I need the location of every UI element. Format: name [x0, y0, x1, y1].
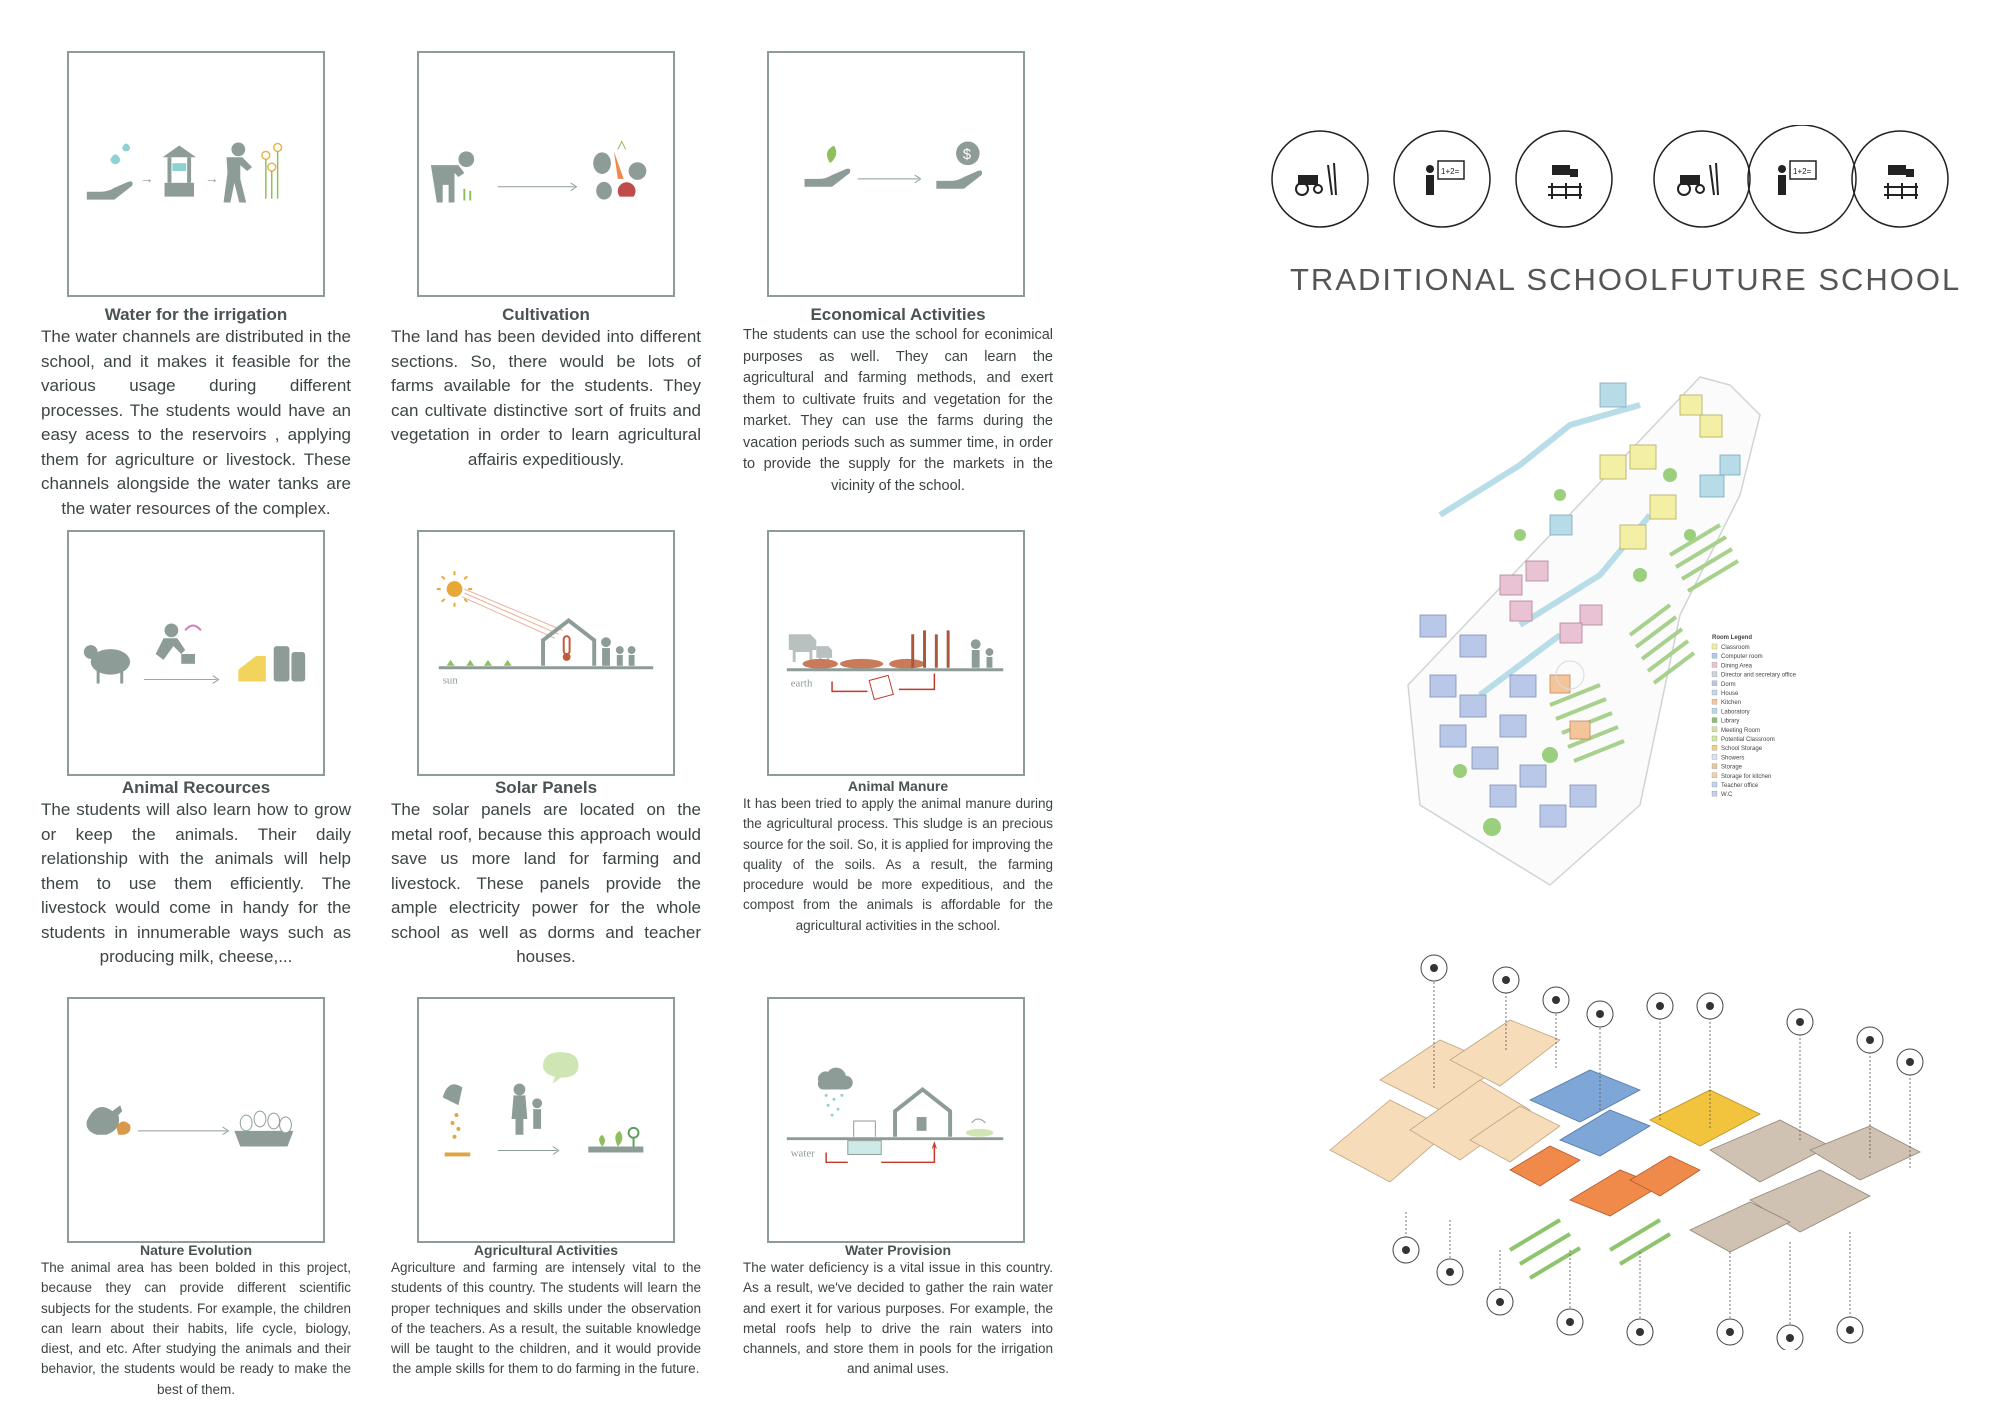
caption-solar-panels — [391, 778, 701, 970]
legend-swatch — [1712, 727, 1717, 732]
sheep-icon — [84, 645, 130, 683]
caption-title: Water for the irrigation — [104, 305, 288, 324]
dollar-coin-icon — [956, 142, 980, 166]
animal-pool-icon — [966, 1119, 994, 1137]
panel-animal-resources — [67, 530, 325, 776]
legend-item: W.C — [1721, 792, 1733, 799]
caption-text: The water channels are distributed in the school, and it makes it feasible for the various usage during different processes. The students would have an easy acess to the reservoirs , applying them for agriculture or livestock. These channels alongside the water tanks are the water resources of the complex. — [41, 327, 351, 518]
caption-water-irrigation — [41, 305, 351, 521]
caption-text: It has been tried to apply the animal manure during the agricultural process. This sludge is an precious source for the soil. So, it is applied for improving the quality of the soils. As a result, the farming procedure would be more expeditious, and the compost from the animals is affordable for the agricultural activities in the school. — [743, 796, 1053, 933]
svg-text:→: → — [204, 170, 219, 186]
caption-nature-evolution — [41, 1242, 351, 1400]
legend-swatch — [1712, 662, 1717, 667]
legend-swatch — [1712, 690, 1717, 695]
traditional-school-diagram — [1270, 125, 1630, 235]
water-label: water — [790, 1147, 815, 1160]
caption-text: Agriculture and farming are intensely vital to the students of this country. The students will learn the proper techniques and skills under the observation of the teachers. As a result, the suitable knowledge will be taught to the children, and it would provide the ample skills for them to do farming in the future. — [391, 1260, 701, 1377]
teacher-board-icon — [1778, 161, 1816, 195]
legend-swatch — [1712, 745, 1717, 750]
legend-swatch — [1712, 672, 1717, 677]
cloud-icon — [818, 1068, 853, 1090]
legend-item: Potential Classroom — [1721, 737, 1775, 743]
hand-icon — [87, 181, 133, 199]
caption-text: The water deficiency is a vital issue in this country. As a result, we've decided to gather the rain water and exert it for various purposes. For example, the metal roofs help to drive the rain waters into channels, and store them in pools for the irrigation and animal uses. — [743, 1260, 1053, 1377]
caption-title: Animal Manure — [847, 778, 949, 794]
rain-icon — [825, 1094, 844, 1117]
caption-title: Animal Recources — [121, 778, 271, 797]
legend-item: Library — [1721, 718, 1740, 725]
legend-item: Kitchen — [1721, 700, 1742, 707]
caption-text: The land has been devided into different sections. So, there would be lots of farms available for the students. They can cultivate distinctive sort of fruits and vegetation in order to learn agricultural affairis expeditiously. — [391, 327, 701, 469]
caption-text: The students will also learn how to grow or keep the animals. Their daily relationship with the animals will help them to use them efficiently. The livestock would come in handy for the students in innumerable ways such as producing milk, cheese,... — [41, 800, 351, 966]
caption-economical — [743, 305, 1053, 497]
hand-plant-icon — [805, 169, 851, 187]
farmer-icon — [431, 151, 474, 202]
flowers-icon — [262, 144, 282, 199]
panel-cultivation — [417, 51, 675, 297]
legend-swatch — [1712, 681, 1717, 686]
well-icon — [163, 145, 196, 196]
traditional-school-title: TRADITIONAL SCHOOL — [1290, 262, 1670, 297]
panel-solar-panels — [417, 530, 675, 776]
legend-item: Showers — [1721, 755, 1745, 762]
legend-item: Dorm — [1721, 681, 1736, 688]
axonometric-view — [1310, 950, 1950, 1350]
sun-icon — [437, 571, 472, 606]
manure-icon — [803, 659, 925, 669]
svg-text:→: → — [139, 170, 154, 186]
seeds-icon — [451, 1113, 461, 1139]
legend-swatch — [1712, 644, 1717, 649]
milking-person-icon — [156, 623, 186, 659]
caption-animal-resources — [41, 778, 351, 970]
livestock-circle — [1516, 131, 1612, 227]
legend-item: Classroom — [1721, 645, 1750, 651]
hand-money-icon — [936, 171, 982, 189]
caption-title: Economical Activities — [810, 305, 986, 324]
legend-item: Storage — [1721, 764, 1743, 771]
caption-title: Agricultural Activities — [473, 1242, 619, 1258]
legend-item: House — [1721, 691, 1739, 697]
legend-swatch — [1712, 773, 1717, 778]
growing-plants-icon — [599, 1128, 638, 1147]
seed-hand-icon — [443, 1084, 463, 1105]
svg-text:1+2=: 1+2= — [1793, 167, 1812, 176]
legend-item: Computer room — [1721, 654, 1763, 661]
panel-animal-manure — [767, 530, 1025, 776]
blue-roofs — [1530, 1070, 1650, 1156]
legend-item: Teacher office — [1721, 783, 1759, 789]
fertilizer-bag-icon — [869, 675, 893, 699]
speech-bubble-icon — [543, 1052, 578, 1083]
legend-item: Meeting Room — [1721, 727, 1761, 734]
cheese-icon — [238, 656, 266, 682]
caption-animal-manure — [743, 778, 1053, 936]
legend-swatch — [1712, 754, 1717, 759]
caption-text: The students can use the school for econimical purposes as well. They can learn the agricultural and farming methods, and exert them to cultivate fruits and vegetation for the market. They can use the farms during the vacation periods such as summer time, in order to provide the supply for the markets in the vicinity of the school. — [743, 327, 1053, 494]
family-icon — [971, 639, 994, 668]
legend-item: School Storage — [1721, 746, 1763, 753]
caption-title: Water Provision — [844, 1242, 952, 1258]
legend-swatch — [1712, 653, 1717, 658]
legend-item: Laboratory — [1721, 709, 1750, 716]
site-plan — [1400, 375, 1920, 895]
caption-title: Solar Panels — [494, 778, 598, 797]
panel-water-provision — [767, 997, 1025, 1243]
toilet-icon — [917, 1117, 927, 1131]
livestock-circle — [1852, 131, 1948, 227]
tractor-wheat-icon — [1678, 163, 1718, 195]
green-fields — [1510, 1220, 1670, 1278]
legend-swatch — [1712, 736, 1717, 741]
legend-item: Director and secretary office — [1721, 672, 1796, 679]
future-school-diagram — [1652, 125, 1952, 235]
future-school-title: FUTURE SCHOOL — [1670, 262, 1962, 297]
site-boundary — [1408, 377, 1760, 885]
gardener-icon — [224, 143, 253, 203]
panel-economical — [767, 51, 1025, 297]
family-icon — [601, 637, 635, 666]
panel-nature-evolution — [67, 997, 325, 1243]
legend-title: Room Legend — [1712, 635, 1752, 641]
legend-swatch — [1712, 708, 1717, 713]
legend-item: Storage for kitchen — [1721, 773, 1772, 780]
sun-label: sun — [442, 674, 458, 687]
caption-text: The solar panels are located on the metal roof, because this approach would save us more land for farming and livestock. These panels provide the ample electricity power for the whole school as well as dorms and teacher houses. — [391, 800, 701, 966]
legend-swatch — [1712, 699, 1717, 704]
agriculture-circle — [1272, 131, 1368, 227]
teacher-student-icon — [512, 1084, 542, 1135]
caption-title: Nature Evolution — [139, 1242, 252, 1258]
earth-label: earth — [790, 677, 813, 690]
teacher-board-icon — [1426, 161, 1464, 195]
hen-icon — [87, 1105, 123, 1135]
egg-carton-icon — [234, 1111, 293, 1146]
svg-text:1+2=: 1+2= — [1441, 167, 1460, 176]
legend-item: Dining Area — [1721, 663, 1753, 670]
agriculture-circle — [1654, 131, 1750, 227]
sprout-icon — [464, 189, 470, 201]
caption-agricultural-activities — [391, 1242, 701, 1380]
thermometer-icon — [563, 636, 571, 661]
caption-cultivation — [391, 305, 701, 472]
legend-swatch — [1712, 791, 1717, 796]
tractor-wheat-icon — [1296, 163, 1336, 195]
beige-buildings — [1330, 1020, 1560, 1182]
legend-swatch — [1712, 764, 1717, 769]
room-legend — [1712, 635, 1797, 798]
cow-fence-icon — [1548, 165, 1582, 199]
panel-water-irrigation — [67, 51, 325, 297]
legend-swatch — [1712, 718, 1717, 723]
water-drops-hand-icon — [110, 144, 130, 165]
svg-text:$: $ — [962, 147, 972, 164]
panel-agricultural-activities — [417, 997, 675, 1243]
milk-bottle-icon — [274, 646, 305, 681]
caption-text: The animal area has been bolded in this project, because they can provide different scientific subjects for the students. For example, the children can learn about their habits, life cycle, biology, diest, and etc. After studying the animals and their behavior, the students would be ready to make the best of them. — [41, 1260, 351, 1397]
cow-fence-icon — [1884, 165, 1918, 199]
vegetables-icon — [593, 142, 646, 200]
gray-buildings — [1690, 1120, 1920, 1252]
caption-water-provision — [743, 1242, 1053, 1380]
legend-swatch — [1712, 782, 1717, 787]
orange-roofs — [1510, 1146, 1700, 1216]
caption-title: Cultivation — [502, 305, 590, 324]
